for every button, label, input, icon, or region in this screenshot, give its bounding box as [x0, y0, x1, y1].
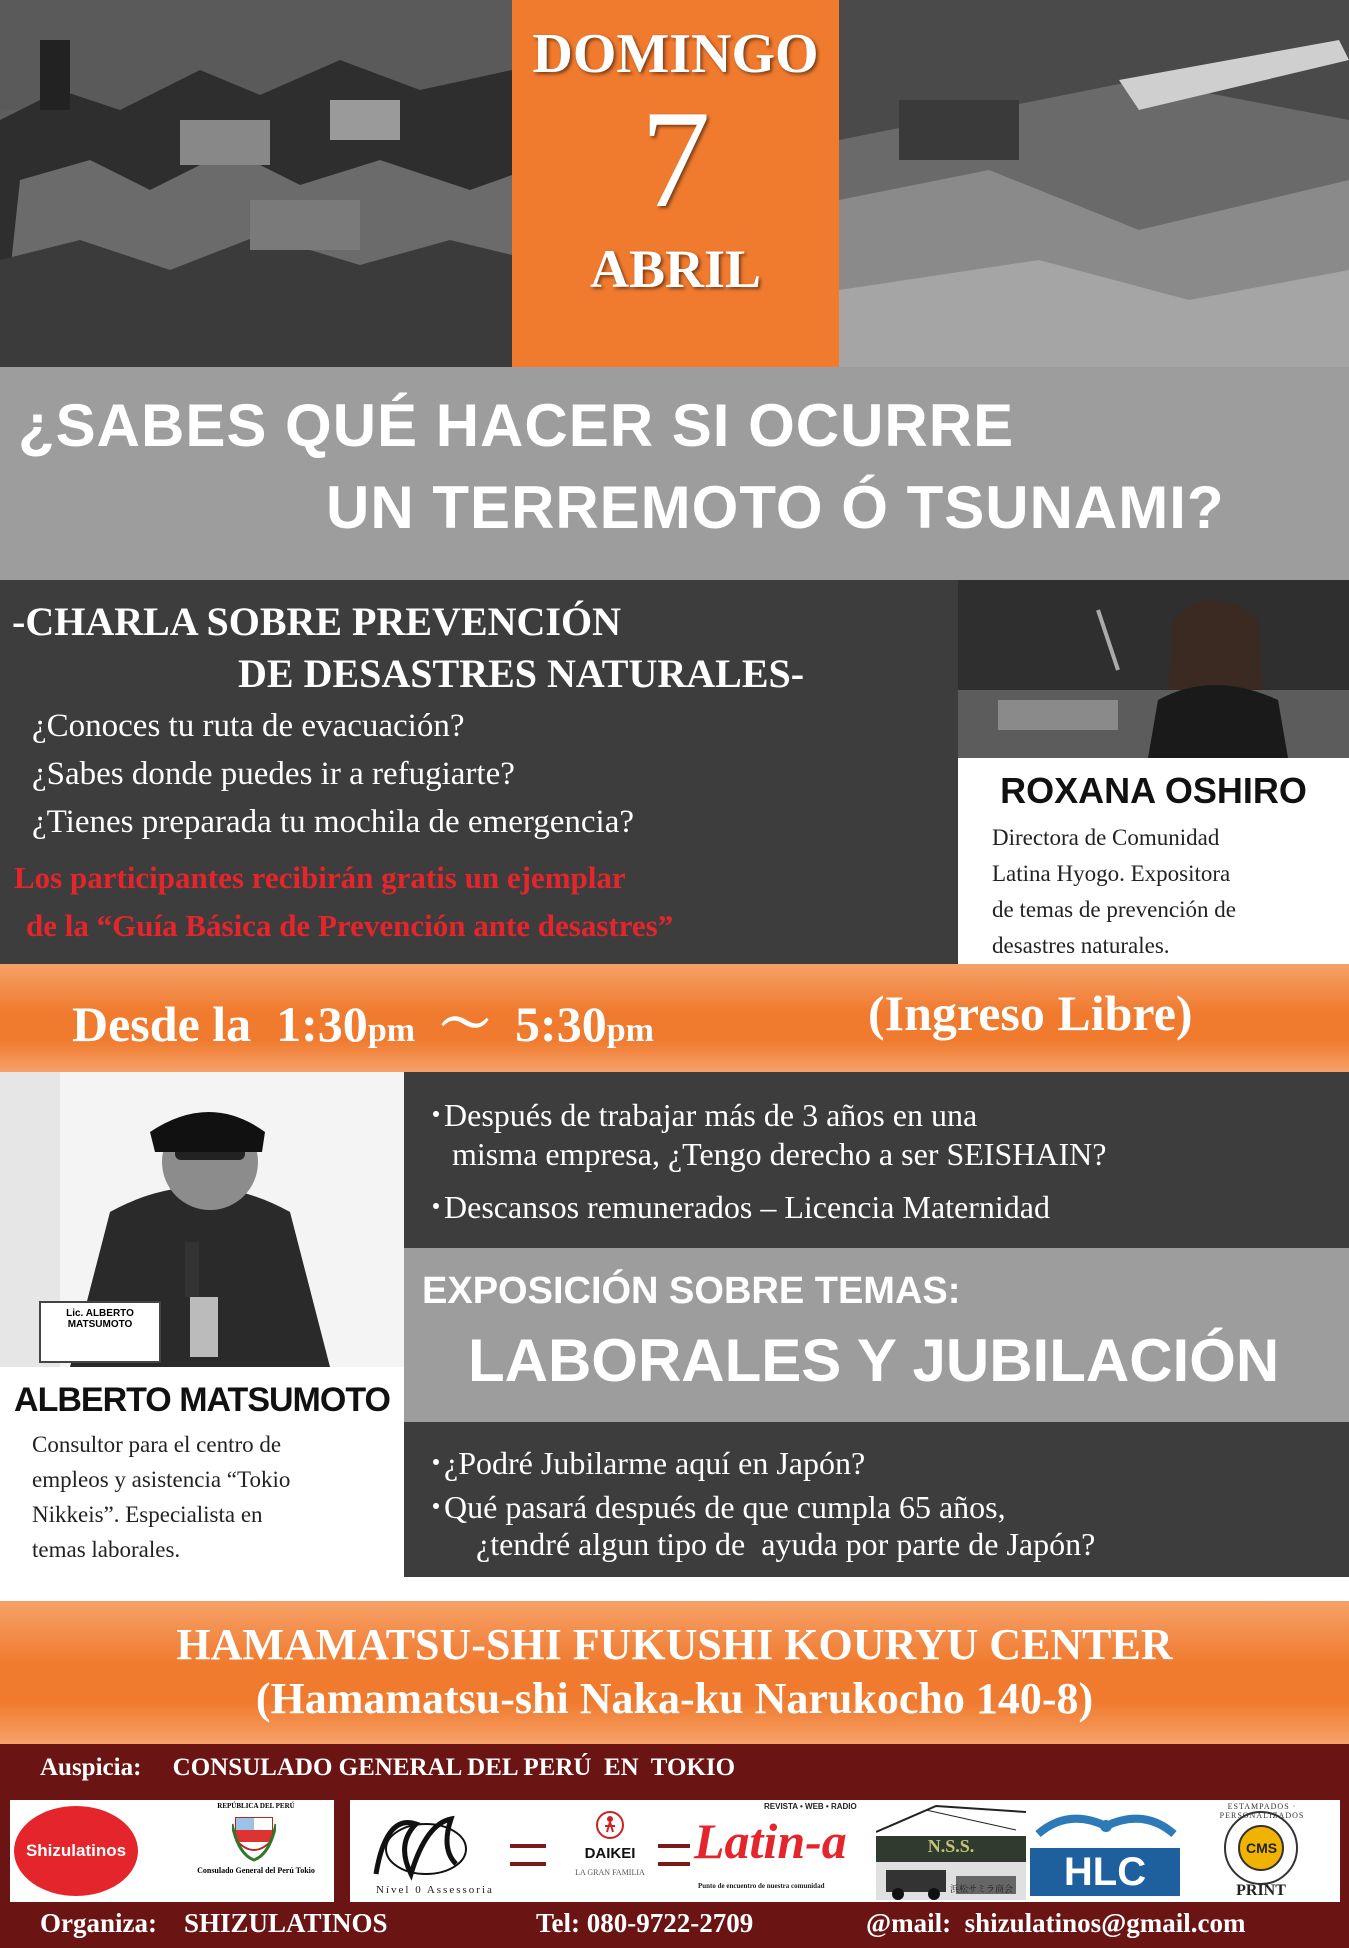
daikei-logo: [560, 1804, 660, 1898]
hlc-logo: [1028, 1804, 1184, 1898]
jubilacion-question: ･¿Podré Jubilarme aquí en Japón?: [428, 1445, 866, 1481]
headline-line2: UN TERREMOTO Ó TSUNAMI?: [326, 474, 1225, 541]
nss-logo: [876, 1802, 1026, 1900]
labor-question: misma empresa, ¿Tengo derecho a ser SEISHAIN?: [428, 1136, 1107, 1172]
speaker-name-alberto: ALBERTO MATSUMOTO: [14, 1381, 390, 1419]
equals-icon: [510, 1844, 546, 1866]
logo-group-organizer: [10, 1800, 334, 1902]
speaker-desc-alberto: [32, 1427, 397, 1567]
sponsor-value: CONSULADO GENERAL DEL PERÚ EN TOKIO: [172, 1754, 736, 1781]
sponsor-label: Auspicia:: [40, 1754, 142, 1781]
speaker-desc-line: Latina Hyogo. Expositora: [992, 861, 1231, 886]
venue-band: [0, 1601, 1349, 1744]
time-start: Desde la 1:30: [72, 996, 368, 1052]
logo-group-sponsors: [350, 1800, 900, 1902]
schedule-time: [72, 984, 654, 1056]
daikei-name: DAIKEI: [584, 1845, 636, 1862]
nivel0-name: Nível 0 Assessoria: [376, 1884, 494, 1896]
latina-tagline-top: REVISTA • WEB • RADIO: [764, 1802, 857, 1811]
hlc-name: HLC: [1030, 1848, 1180, 1896]
nss-subtitle: 浜松サミラ商会: [950, 1884, 1014, 1894]
exposicion-title: EXPOSICIÓN SOBRE TEMAS:: [422, 1270, 961, 1312]
nivel0-logo: [356, 1804, 506, 1898]
gift-note-2: de la “Guía Básica de Prevención ante desastres”: [26, 908, 674, 943]
gift-note-1: Los participantes recibirán gratis un ejemplar: [14, 860, 626, 895]
consulado-top-text: REPÚBLICA DEL PERÚ: [217, 1802, 295, 1810]
logo-group-partners: [874, 1800, 1340, 1902]
spacer: [0, 1577, 1349, 1601]
contact-phone[interactable]: Tel: 080-9722-2709: [536, 1908, 754, 1938]
latina-tagline: Punto de encuentro de nuestra comunidad: [698, 1882, 825, 1890]
event-month: ABRIL: [589, 239, 762, 299]
event-date-box: [512, 0, 839, 367]
labor-question: ･Descansos remunerados – Licencia Maternidad: [428, 1189, 1050, 1225]
time-end-suffix: pm: [606, 1012, 654, 1049]
organizer-label: Organiza:: [40, 1908, 157, 1938]
speaker-card-alberto: [0, 1367, 404, 1577]
exposicion-banner: [404, 1248, 1349, 1422]
daikei-tagline: LA GRAN FAMILIA: [575, 1868, 645, 1877]
speaker-name-roxana: ROXANA OSHIRO: [1000, 770, 1307, 811]
labor-questions: [404, 1072, 1349, 1248]
latina-name: Latin-a: [694, 1813, 847, 1869]
speaker-card-roxana: [958, 580, 1349, 964]
cms-name: CMS: [1246, 1840, 1278, 1856]
speaker-desc-line: de temas de prevención de: [992, 897, 1236, 922]
organizer-value: SHIZULATINOS: [183, 1908, 388, 1938]
event-day: 7: [640, 82, 711, 237]
peru-coat-of-arms-icon: [232, 1814, 276, 1862]
laborales-section: [0, 1072, 1349, 1577]
speaker-photo-alberto: [0, 1072, 404, 1367]
jubilacion-question: ¿tendré algun tipo de ayuda por parte de Japón?: [428, 1526, 1096, 1562]
shizulatinos-logo: Shizulatinos: [14, 1806, 138, 1896]
speaker-desc-line: temas laborales.: [32, 1537, 181, 1562]
latina-logo: [694, 1802, 894, 1898]
cms-ring-text: ESTAMPADOS · PERSONALIZADOS: [1219, 1802, 1305, 1820]
charla-title-1: -CHARLA SOBRE PREVENCIÓN: [12, 599, 621, 644]
charla-question: ¿Conoces tu ruta de evacuación?: [32, 708, 465, 744]
disaster-photo-right: [839, 0, 1349, 367]
charla-question: ¿Sabes donde puedes ir a refugiarte?: [32, 756, 515, 792]
sponsor-line: [40, 1754, 735, 1782]
venue-address: (Hamamatsu-shi Naka-ku Narukocho 140-8): [255, 1674, 1094, 1723]
headline-banner: [0, 367, 1349, 580]
speaker-desc-line: Consultor para el centro de: [32, 1432, 282, 1457]
disaster-photo-left: [0, 0, 512, 367]
speaker-photo-roxana: [958, 580, 1349, 758]
organizer-line: [40, 1908, 388, 1939]
jubilacion-questions: [404, 1422, 1349, 1577]
venue-name: HAMAMATSU-SHI FUKUSHI KOURYU CENTER: [176, 1620, 1173, 1669]
headline-line1: ¿SABES QUÉ HACER SI OCURRE: [18, 392, 1015, 459]
event-weekday: DOMINGO: [532, 23, 819, 85]
exposicion-topic: LABORALES Y JUBILACIÓN: [468, 1327, 1280, 1394]
speaker-desc-line: desastres naturales.: [992, 933, 1170, 958]
cms-print-logo: [1186, 1802, 1336, 1900]
consulado-logo-text: Consulado General del Perú Tokio: [197, 1866, 315, 1875]
contact-email[interactable]: @mail: shizulatinos@gmail.com: [866, 1908, 1246, 1938]
charla-question: ¿Tienes preparada tu mochila de emergencia?: [32, 804, 634, 840]
jubilacion-question: ･Qué pasará después de que cumpla 65 años,: [428, 1489, 1006, 1525]
footer: [0, 1744, 1349, 1948]
speaker-badge-alberto: Lic. ALBERTO MATSUMOTO: [66, 1308, 134, 1330]
charla-section: [0, 580, 958, 964]
nss-name: N.S.S.: [876, 1836, 1026, 1862]
cms-print: PRINT: [1236, 1882, 1286, 1899]
speaker-desc-line: Directora de Comunidad: [992, 825, 1220, 850]
equals-icon: [658, 1844, 690, 1866]
admission-note: (Ingreso Libre): [868, 985, 1193, 1041]
charla-title-2: DE DESASTRES NATURALES-: [238, 651, 805, 696]
time-start-suffix: pm: [367, 1012, 416, 1049]
speaker-desc-roxana: [992, 820, 1342, 964]
speaker-desc-line: Nikkeis”. Especialista en: [32, 1502, 263, 1527]
speaker-desc-line: empleos y asistencia “Tokio: [32, 1467, 291, 1492]
time-end: 〜 5:30: [415, 996, 607, 1052]
labor-question: ･Después de trabajar más de 3 años en una: [428, 1097, 978, 1133]
schedule-band: [0, 964, 1349, 1072]
